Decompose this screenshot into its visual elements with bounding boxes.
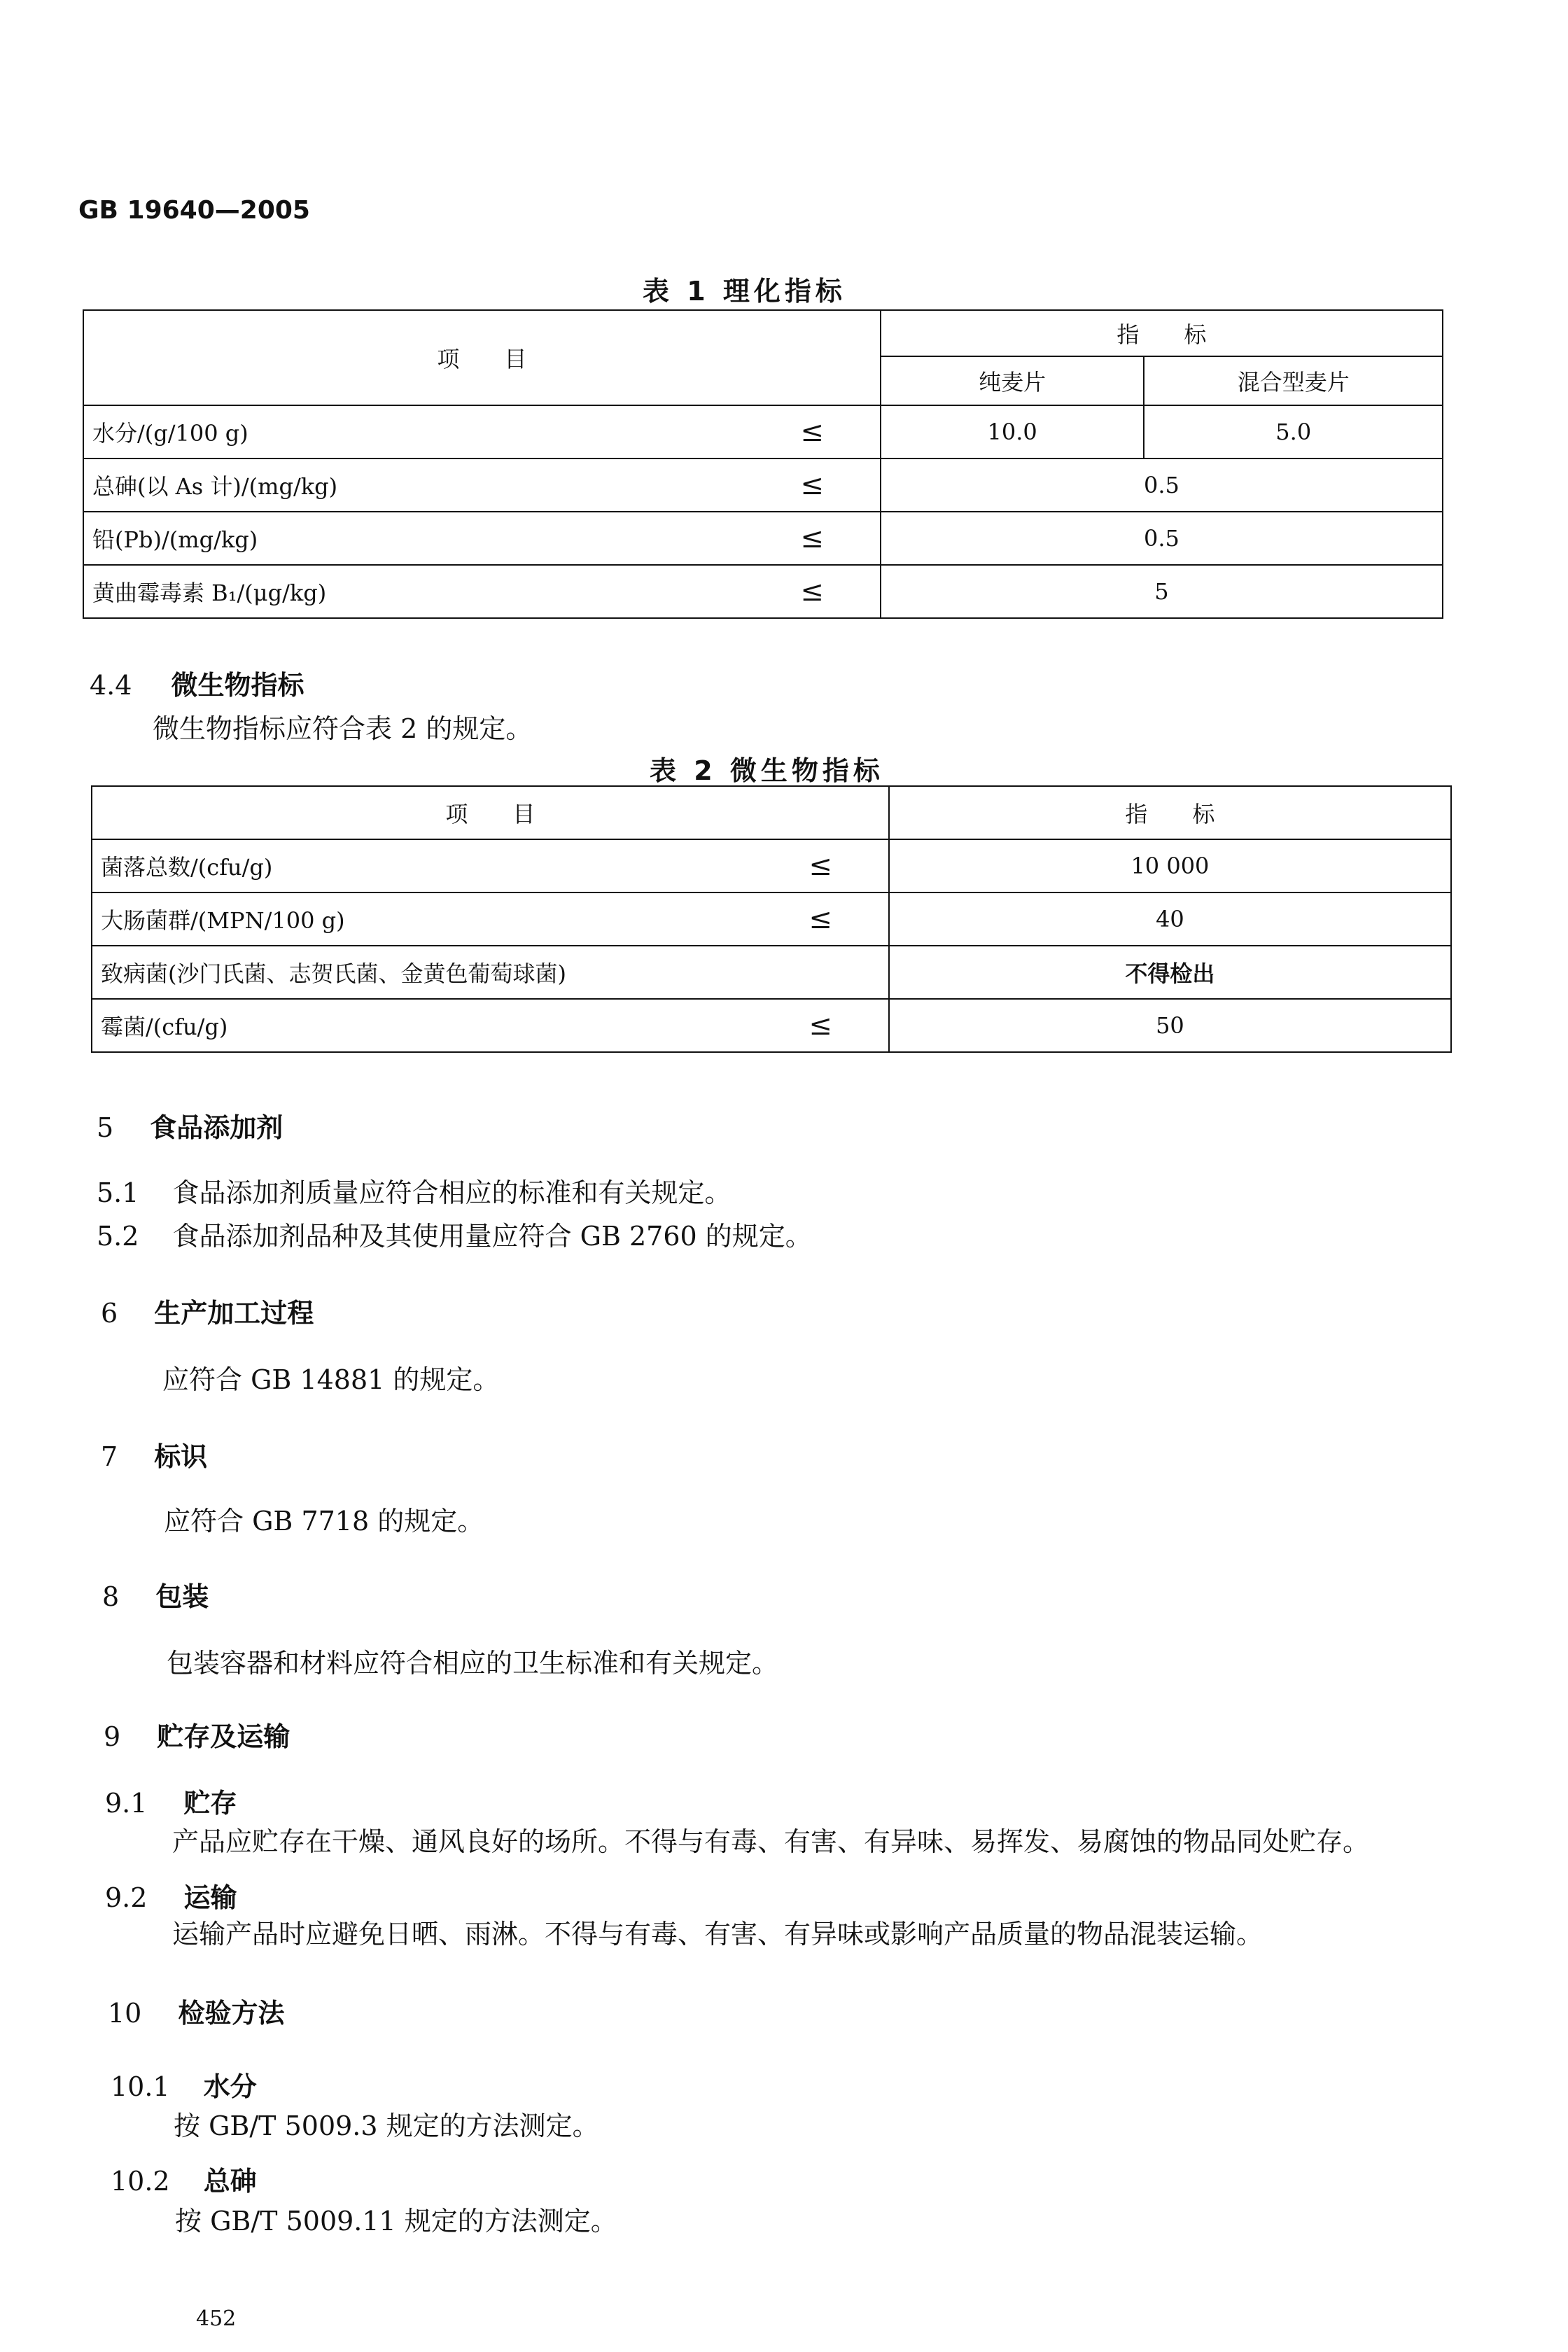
table-row (92, 999, 1451, 1052)
table1-item-cell: 铅(Pb)/(mg/kg) ≤ (83, 512, 881, 565)
table2-caption: 表 2 微生物指标 (650, 755, 884, 786)
standard-number: GB 19640—2005 (78, 196, 310, 225)
table2-item-cell: 大肠菌群/(MPN/100 g) ≤ (92, 892, 889, 946)
section-9-2-heading: 9.2 运输 (105, 1882, 237, 1913)
table2-item-cell: 菌落总数/(cfu/g) ≤ (92, 839, 889, 892)
section-5-2: 5.2 食品添加剂品种及其使用量应符合 GB 2760 的规定。 (97, 1221, 812, 1252)
table1-item-cell: 黄曲霉毒素 B₁/(μg/kg) ≤ (83, 565, 881, 618)
table2-header-item: 项 目 (92, 786, 889, 839)
table2-value-cell: 不得检出 (889, 946, 1451, 999)
table-row (83, 565, 1443, 618)
table-row (92, 892, 1451, 946)
section-10-2-text: 按 GB/T 5009.11 规定的方法测定。 (175, 2206, 617, 2236)
table2-item-cell: 致病菌(沙门氏菌、志贺氏菌、金黄色葡萄球菌) (92, 946, 889, 999)
page-number: 452 (196, 2306, 237, 2331)
section-10-1-text: 按 GB/T 5009.3 规定的方法测定。 (174, 2110, 599, 2141)
table2-item-cell: 霉菌/(cfu/g) ≤ (92, 999, 889, 1052)
table2-value-cell: 10 000 (889, 839, 1451, 892)
table1-item-cell: 水分/(g/100 g) ≤ (83, 405, 881, 458)
table1-caption: 表 1 理化指标 (643, 276, 846, 307)
section-7-heading: 7 标识 (101, 1441, 208, 1472)
section-6-text: 应符合 GB 14881 的规定。 (162, 1364, 500, 1395)
table2-value-cell: 40 (889, 892, 1451, 946)
table1 (83, 309, 1443, 619)
table-row (92, 839, 1451, 892)
table1-value-cell: 0.5 (881, 512, 1443, 565)
table1-value-cell: 5 (881, 565, 1443, 618)
table2 (91, 785, 1452, 1053)
section-10-2-heading: 10.2 总砷 (111, 2166, 257, 2197)
table2-value-cell: 50 (889, 999, 1451, 1052)
section-5-1: 5.1 食品添加剂质量应符合相应的标准和有关规定。 (97, 1177, 732, 1208)
table-row (83, 458, 1443, 512)
section-9-1-text: 产品应贮存在干燥、通风良好的场所。不得与有毒、有害、有异味、易挥发、易腐蚀的物品同处贮存。 (172, 1826, 1370, 1857)
table-row (92, 946, 1451, 999)
section-4-4-heading: 4.4 微生物指标 (90, 670, 304, 701)
table1-value-cell: 0.5 (881, 458, 1443, 512)
table-row (83, 405, 1443, 458)
section-8-text: 包装容器和材料应符合相应的卫生标准和有关规定。 (167, 1648, 779, 1679)
section-8-heading: 8 包装 (102, 1581, 209, 1612)
section-7-text: 应符合 GB 7718 的规定。 (164, 1506, 484, 1536)
section-5-heading: 5 食品添加剂 (97, 1112, 284, 1143)
section-6-heading: 6 生产加工过程 (101, 1298, 314, 1329)
section-10-1-heading: 10.1 水分 (111, 2071, 257, 2102)
section-9-1-heading: 9.1 贮存 (105, 1788, 237, 1819)
table1-header-mixed: 混合型麦片 (1144, 356, 1443, 405)
table2-header-indicator: 指 标 (889, 786, 1451, 839)
table1-item-cell: 总砷(以 As 计)/(mg/kg) ≤ (83, 458, 881, 512)
section-9-2-text: 运输产品时应避免日晒、雨淋。不得与有毒、有害、有异味或影响产品质量的物品混装运输。 (172, 1919, 1264, 1949)
section-9-heading: 9 贮存及运输 (104, 1721, 290, 1752)
table1-value-cell: 5.0 (1144, 405, 1443, 458)
section-4-4-text: 微生物指标应符合表 2 的规定。 (153, 713, 533, 744)
table1-header-pure: 纯麦片 (881, 356, 1144, 405)
table-row (83, 512, 1443, 565)
table1-header-item: 项 目 (83, 310, 881, 405)
table1-header-indicator: 指 标 (881, 310, 1443, 356)
section-10-heading: 10 检验方法 (108, 1998, 285, 2029)
table1-value-cell: 10.0 (881, 405, 1144, 458)
